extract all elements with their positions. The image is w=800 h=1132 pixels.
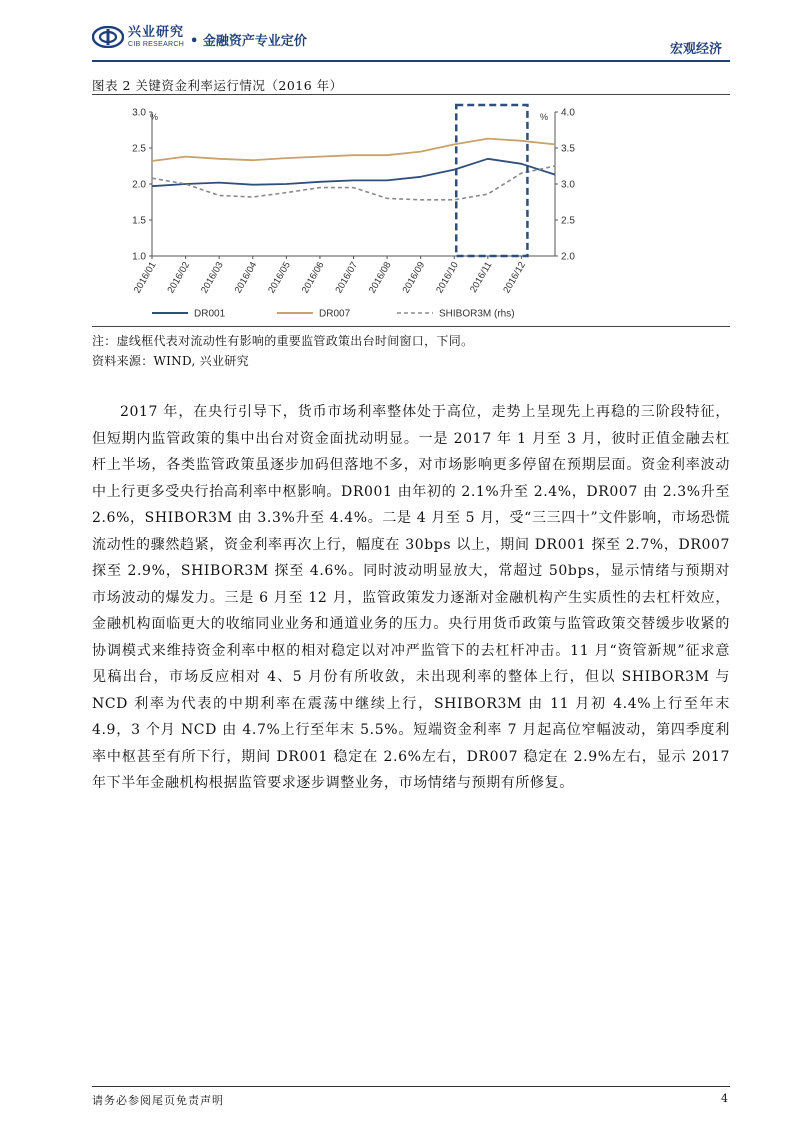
figure-top-rule bbox=[92, 94, 730, 95]
x-tick-label: 2016/08 bbox=[366, 260, 394, 296]
x-tick-label: 2016/09 bbox=[400, 260, 428, 296]
series-line-dr007 bbox=[152, 139, 555, 161]
footer-disclaimer: 请务必参阅尾页免责声明 bbox=[92, 1094, 224, 1107]
figure-bottom-rule bbox=[92, 326, 730, 327]
left-tick-label: 3.0 bbox=[132, 107, 146, 119]
highlight-window-box bbox=[456, 105, 527, 256]
x-tick-label: 2016/01 bbox=[131, 260, 159, 296]
body-paragraph: 2017 年，在央行引导下，货币市场利率整体处于高位，走势上呈现先上再稳的三阶段特征，但短期内监管政策的集中出台对资金面扰动明显。一是 2017 年 1 月至 3 月，彼时正值金融去杠杆上半场，各类监管政策虽逐步加码但落地不多，对市场影响更多停留在预期层面。资金利率波动中上行更多受央行抬高利率中枢影响。DR001 由年初的 2.1%升至 2.4%，DR007 由 2.3%升至 2.6%，SHIBOR3M 由 3.3%升至 4.4%。二是 4 月至 5 月，受“三三四十”文件影响，市场恐慌流动性的骤然趋紧，资金利率再次上行，幅度在 30bps 以上，期间 DR001 探至 2.7%，DR007 探至 2.9%，SHIBOR3M 探至 4.6%。同时波动明显放大，常超过 50bps，显示情绪与预期对市场波动的爆发力。三是 6 月至 12 月，监管政策发力逐渐对金融机构产生实质性的去杠杆效应，金融机构面临更大的收缩同业业务和通道业务的压力。央行用货币政策与监管政策交替缓步收紧的协调模式来维持资金利率中枢的相对稳定以对冲严监管下的去杠杆冲击。11 月“资管新规”征求意见稿出台，市场反应相对 4、5 月份有所收敛，未出现利率的整体上行，但以 SHIBOR3M 与 NCD 利率为代表的中期利率在震荡中继续上行，SHIBOR3M 由 11 月初 4.4%上行至年末 4.9，3 个月 NCD 由 4.7%上行至年末 5.5%。短端资金利率 7 月起高位窄幅波动，第四季度利率中枢甚至有所下行，期间 DR001 稳定在 2.6%左右，DR007 稳定在 2.9%左右，显示 2017 年下半年金融机构根据监管要求逐步调整业务，市场情绪与预期有所修复。 bbox=[92, 404, 730, 791]
right-axis-unit: % bbox=[540, 112, 549, 122]
cib-logo-icon bbox=[92, 26, 124, 48]
brand-name-en: CIB RESEARCH bbox=[128, 41, 185, 48]
page-header bbox=[0, 0, 800, 62]
footer-divider bbox=[92, 1086, 730, 1087]
brand-logo[interactable] bbox=[92, 26, 184, 48]
figure-title: 图表 2 关键资金利率运行情况（2016 年） bbox=[92, 78, 343, 93]
x-tick-label: 2016/12 bbox=[501, 260, 529, 296]
left-tick-label: 2.5 bbox=[132, 143, 146, 155]
left-tick-label: 1.5 bbox=[132, 215, 146, 227]
x-tick-label: 2016/05 bbox=[266, 260, 293, 296]
x-axis-ticks bbox=[132, 256, 528, 295]
header-divider bbox=[92, 60, 730, 62]
right-tick-label: 4.0 bbox=[561, 107, 575, 119]
left-tick-label: 1.0 bbox=[132, 251, 146, 263]
page-number: 4 bbox=[721, 1092, 728, 1105]
section-title: 宏观经济 bbox=[669, 42, 722, 57]
figure-source: 资料来源：WIND, 兴业研究 bbox=[92, 354, 249, 368]
brand-tagline: • 金融资产专业定价 bbox=[190, 34, 307, 49]
left-axis-ticks bbox=[132, 108, 152, 263]
x-tick-label: 2016/07 bbox=[333, 260, 361, 296]
legend-label: DR007 bbox=[319, 308, 351, 320]
x-tick-label: 2016/04 bbox=[232, 260, 260, 296]
right-tick-label: 3.5 bbox=[561, 143, 575, 155]
series-line-dr001 bbox=[152, 159, 555, 186]
chart-legend bbox=[152, 309, 515, 320]
legend-label: DR001 bbox=[194, 308, 226, 320]
left-tick-label: 2.0 bbox=[132, 179, 146, 191]
x-tick-label: 2016/06 bbox=[299, 260, 327, 296]
x-tick-label: 2016/10 bbox=[434, 260, 461, 296]
left-axis-unit: % bbox=[150, 112, 159, 122]
brand-name-cn: 兴业研究 bbox=[128, 25, 185, 40]
x-tick-label: 2016/11 bbox=[468, 260, 495, 295]
right-tick-label: 3.0 bbox=[561, 179, 575, 191]
x-tick-label: 2016/02 bbox=[165, 260, 193, 296]
figure-note: 注：虚线框代表对流动性有影响的重要监管政策出台时间窗口，下同。 bbox=[92, 334, 474, 348]
x-tick-label: 2016/03 bbox=[199, 260, 226, 296]
right-tick-label: 2.5 bbox=[561, 215, 575, 227]
right-tick-label: 2.0 bbox=[561, 251, 575, 263]
right-axis-ticks bbox=[555, 108, 575, 263]
legend-label: SHIBOR3M (rhs) bbox=[439, 308, 515, 320]
rates-line-chart bbox=[92, 98, 592, 326]
series-layer bbox=[152, 139, 555, 200]
